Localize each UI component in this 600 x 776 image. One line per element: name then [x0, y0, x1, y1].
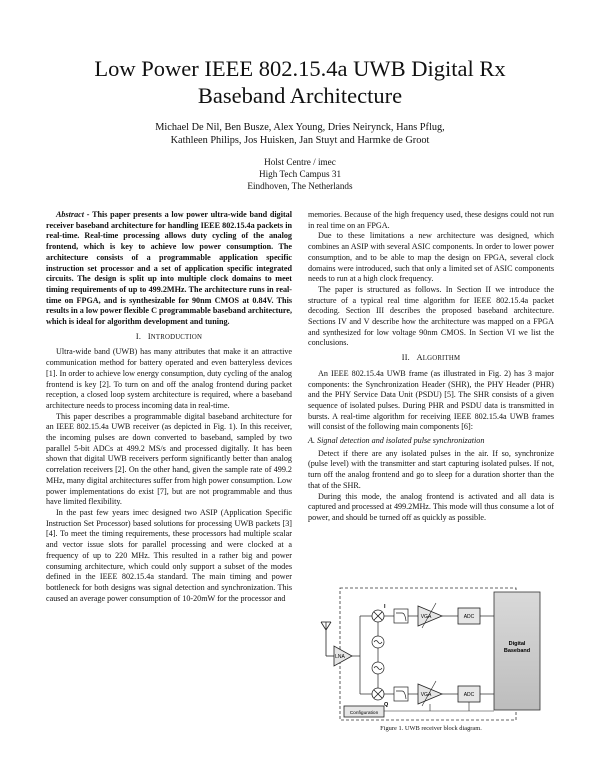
i-channel-label: I	[384, 604, 386, 610]
adc-q-label: ADC	[463, 692, 475, 698]
oscillator-icon	[372, 622, 384, 688]
subsection-heading-a: A. Signal detection and isolated pulse synchronization	[308, 436, 485, 446]
receiver-block-diagram	[318, 576, 544, 726]
right-paragraph-3: The paper is structured as follows. In Section II we introduce the structure of a typical real time algorithm for IEEE 802.15.4a packet decoding. Section III describes the proposed baseband architecture. Sections IV and V describe how the architecture was mapped on a FPGA and synthesized for low voltage 90nm CMOS. In Section VI we list the conclusions.	[308, 284, 554, 348]
algorithm-paragraph-1: An IEEE 802.15.4a UWB frame (as illustrated in Fig. 2) has 3 major components: the Synchronization Header (SHR), the PHY Header (PHR) and the PHY Service Data Unit (PSDU) [5]. The SHR consists of a given sequence of isolated pulses. During PHR and PSDU data is transmitted in bursts. A real-time algorithm for receiving IEEE 802.15.4a UWB frames will consist of the following main components [6]:	[308, 368, 554, 432]
lowpass-filter-icon	[394, 609, 408, 701]
title-line-2: Baseband Architecture	[197, 83, 403, 108]
figure-caption: Figure 1. UWB receiver block diagram.	[380, 725, 482, 732]
subsection-paragraph-2: During this mode, the analog frontend is activated and all data is captured and processed at 499.2MHz. This mode will thus consume a lot of power, and should be turned off as quickly as possible.	[308, 491, 554, 522]
authors-line-2: Kathleen Philips, Jos Huisken, Jan Stuyt and Harmke de Groot	[170, 135, 430, 146]
title-line-1: Low Power IEEE 802.15.4a UWB Digital Rx	[94, 56, 506, 81]
antenna-icon	[321, 622, 334, 656]
abstract	[46, 210, 292, 328]
author-list	[60, 121, 540, 147]
mixer-i-icon	[372, 610, 384, 622]
affiliation-line-2: High Tech Campus 31	[258, 169, 342, 179]
q-channel-label: Q	[384, 702, 389, 708]
vga-q-label: VGA	[420, 692, 432, 698]
affiliation	[60, 156, 540, 192]
right-paragraph-1: memories. Because of the high frequency used, these designs could not run in real time on an FPGA.	[308, 210, 554, 230]
section-heading-algorithm: II. ALGORITHM	[401, 353, 461, 363]
right-column	[308, 210, 554, 524]
intro-paragraph-3: In the past few years imec designed two ASIP (Application Specific Instruction Set Processor) based solutions for processing UWB packets [3] [4]. To meet the timing requirements, these processors had multiple scalar and vector issue slots for parallel processing and were clocked at a frequency of up to 220 MHz. This resulted in a rather big and power consuming architecture, which could only support a subset of the modes defined in the IEEE 802.15.4a standard. The main timing and power bottleneck for both designs was signal detection and synchronization. This caused an average power consumption of 10-20mW for the processor and	[46, 507, 292, 603]
affiliation-line-3: Eindhoven, The Netherlands	[247, 181, 353, 191]
baseband-label: Baseband	[503, 648, 531, 654]
section-heading-introduction: I. INTRODUCTION	[135, 331, 203, 341]
authors-line-1: Michael De Nil, Ben Busze, Alex Young, Dries Neirynck, Hans Pflug,	[155, 122, 445, 133]
paper-title	[40, 55, 560, 109]
intro-paragraph-2: This paper describes a programmable digital baseband architecture for an IEEE 802.15.4a UWB receiver (as depicted in Fig. 1). In this receiver, the incoming pulses are down converted to baseband, sampled by two parallel 5-bit ADCs at 499.2 MS/s and processed digitally. It has been shown that digital UWB receivers perform significantly better than analog correlation receivers [2]. On the other hand, given the sample rate of 499.2 MHz, many digital architectures suffer from high power consumption. Low power implementations do exist [7], but are not programmable and thus have limited flexibility.	[46, 411, 292, 507]
abstract-text: This paper presents a low power ultra-wide band digital receiver baseband architecture for handling IEEE 802.15.4a packets in real-time. Real-time processing allows duty cycling of the analog frontend, which is key to achieve low power consumption. The architecture consists of a programmable application specific instruction set processor and a set of application specific integrated circuits. The design is split up into multiple clock domains to meet timing requirements of up to 499.2MHz. The architecture runs in real-time on FPGA, and is synthesizable for 90nm CMOS at 0.84V. This results in a low power flexible C programmable baseband architecture, which is ideal for algorithm development and tuning.	[46, 210, 292, 327]
mixer-q-icon	[372, 688, 384, 700]
vga-i-label: VGA	[420, 614, 432, 620]
left-column	[46, 210, 292, 604]
affiliation-line-1: Holst Centre / imec	[264, 157, 336, 167]
abstract-lead: Abstract -	[56, 210, 90, 219]
subsection-paragraph-1: Detect if there are any isolated pulses in the air. If so, synchronize (pulse level) with the transmitter and start capturing isolated pulses. If not, turn off the analog frontend and go to sleep for a duration shorter than the that of the SHR.	[308, 448, 554, 490]
digital-label: Digital	[508, 641, 526, 647]
intro-paragraph-1: Ultra-wide band (UWB) has many attributes that make it an attractive communication method for battery operated and even batteryless devices [1]. In order to achieve low energy consumption, duty cycling of the analog frontend is key [2]. To turn on and off the analog frontend during packet reception, a closed loop system architecture is required, where a baseband architecture needs to process incoming data in real-time.	[46, 347, 292, 410]
adc-i-label: ADC	[463, 614, 475, 620]
right-paragraph-2: Due to these limitations a new architecture was designed, which combines an ASIP with several ASIC components. In order to lower power consumption, and to be able to map the design on FPGA, several clock domains were introduced, such that only a limited set of ASIC components needs to run at a high clock frequency.	[308, 231, 554, 284]
lna-label: LNA	[335, 654, 345, 660]
configuration-label: Configuration	[349, 711, 379, 716]
